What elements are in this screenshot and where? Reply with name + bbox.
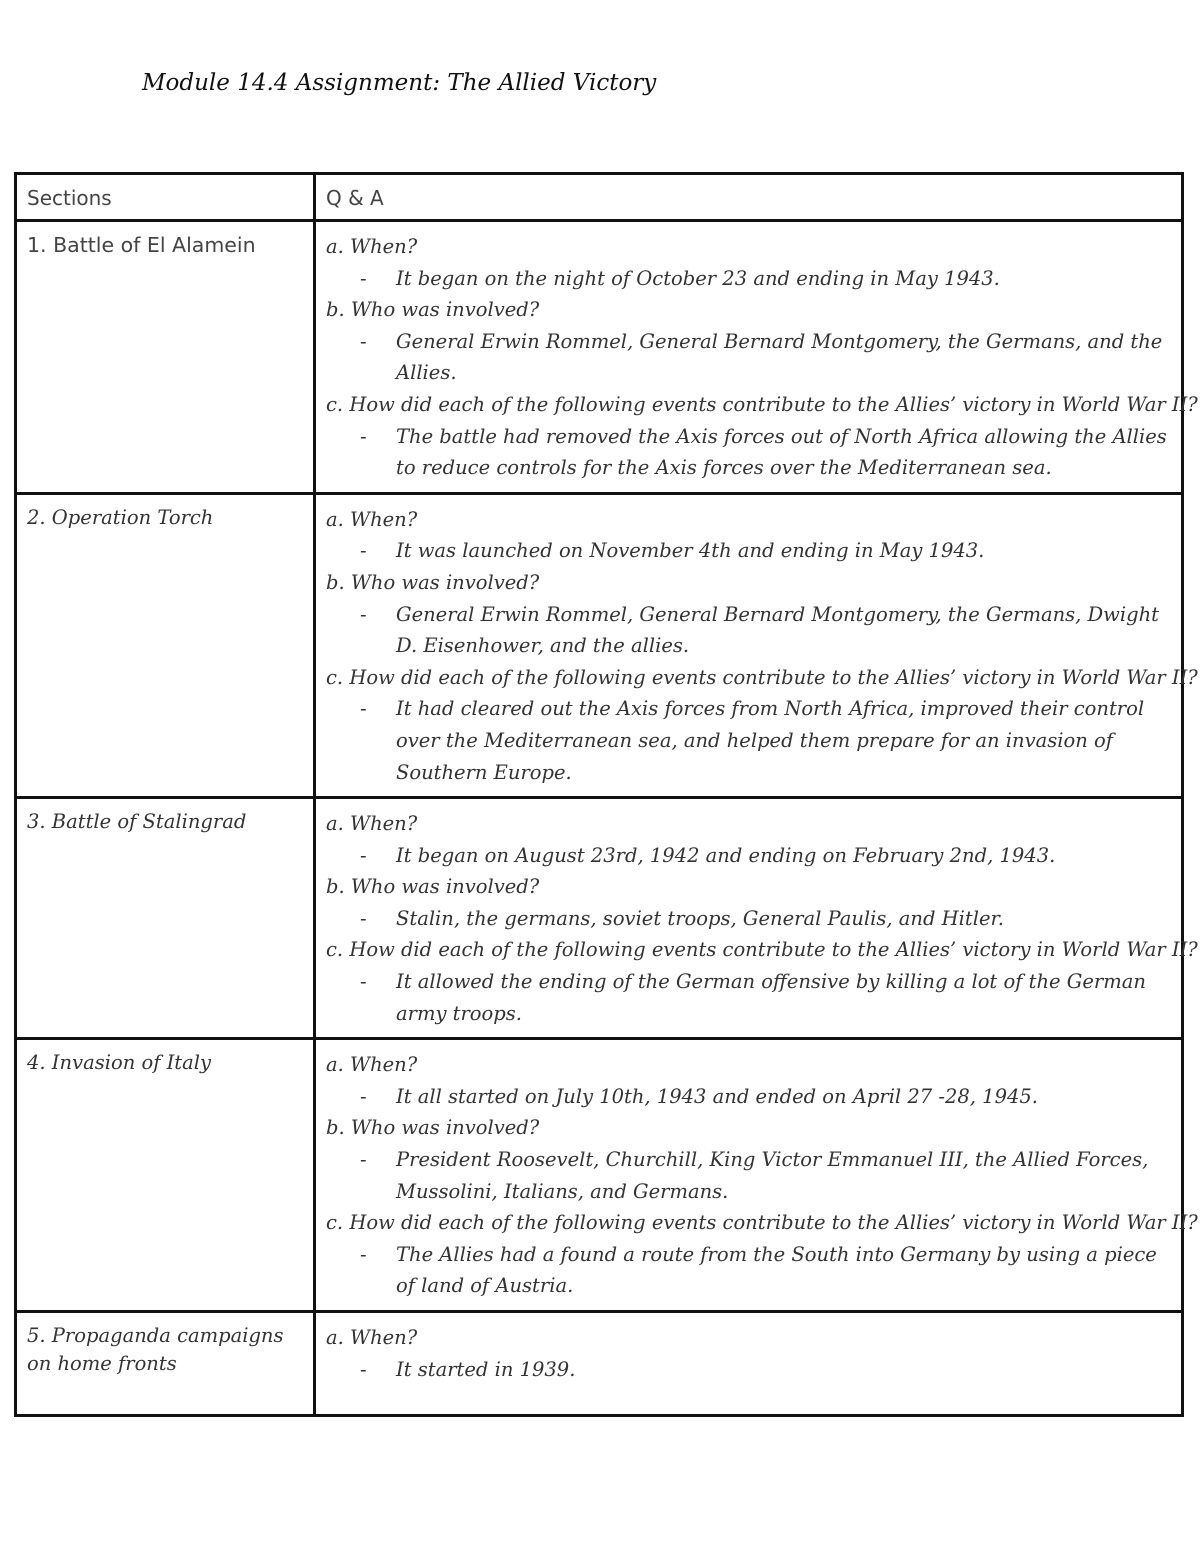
bullet-dash: - bbox=[360, 843, 367, 867]
question-how: c. How did each of the following events contribute to the Allies’ victory in World War II? bbox=[326, 665, 1198, 689]
section-label: 2. Operation Torch bbox=[27, 505, 214, 529]
qa-cell bbox=[315, 221, 1198, 494]
answer-how: - It had cleared out the Axis forces from North Africa, improved their control over the Mediterranean sea, and helped them prepare for an invasion of Southern Europe. bbox=[326, 693, 1171, 788]
answer-who: - General Erwin Rommel, General Bernard Montgomery, the Germans, Dwight D. Eisenhower, and the allies. bbox=[326, 599, 1171, 662]
answer-how: - The battle had removed the Axis forces out of North Africa allowing the Allies to reduce controls for the Axis forces over the Mediterranean sea. bbox=[326, 421, 1171, 484]
bullet-dash: - bbox=[360, 1084, 367, 1108]
document-title: Module 14.4 Assignment: The Allied Victory bbox=[142, 70, 657, 96]
table-row bbox=[16, 1039, 1183, 1312]
bullet-dash: - bbox=[360, 1148, 367, 1172]
section-label: 3. Battle of Stalingrad bbox=[27, 810, 247, 834]
answer-how: - It allowed the ending of the German offensive by killing a lot of the German army troops. bbox=[326, 966, 1171, 1029]
table-header-row bbox=[16, 174, 1183, 221]
question-when: a. When? bbox=[326, 812, 418, 836]
question-how: c. How did each of the following events contribute to the Allies’ victory in World War II? bbox=[326, 1211, 1198, 1235]
bullet-dash: - bbox=[360, 602, 367, 626]
answer-when: - It was launched on November 4th and ending in May 1943. bbox=[326, 535, 1171, 567]
bullet-dash: - bbox=[360, 424, 367, 448]
qa-cell bbox=[315, 798, 1198, 1039]
qa-cell bbox=[315, 1312, 1183, 1416]
answer-when: - It all started on July 10th, 1943 and ended on April 27 -28, 1945. bbox=[326, 1081, 1171, 1113]
answer-how: - The Allies had a found a route from the South into Germany by using a piece of land of Austria. bbox=[326, 1239, 1171, 1302]
answer-who: - General Erwin Rommel, General Bernard Montgomery, the Germans, and the Allies. bbox=[326, 326, 1171, 389]
question-who: b. Who was involved? bbox=[326, 570, 540, 594]
bullet-dash: - bbox=[360, 970, 367, 994]
section-cell bbox=[16, 493, 315, 797]
table-row bbox=[16, 1312, 1183, 1416]
header-qa: Q & A bbox=[315, 174, 1183, 221]
qa-cell bbox=[315, 1039, 1198, 1312]
bullet-dash: - bbox=[360, 1357, 367, 1381]
answer-when: - It started in 1939. bbox=[326, 1354, 1171, 1386]
question-when: a. When? bbox=[326, 1053, 418, 1077]
bullet-dash: - bbox=[360, 906, 367, 930]
section-label: 1. Battle of El Alamein bbox=[27, 233, 256, 257]
section-cell bbox=[16, 221, 315, 494]
answer-who: - Stalin, the germans, soviet troops, General Paulis, and Hitler. bbox=[326, 903, 1171, 935]
bullet-dash: - bbox=[360, 1242, 367, 1266]
table-row bbox=[16, 221, 1183, 494]
qa-cell bbox=[315, 493, 1198, 797]
assignment-table bbox=[14, 172, 1198, 1417]
bullet-dash: - bbox=[360, 697, 367, 721]
section-cell bbox=[16, 798, 315, 1039]
question-who: b. Who was involved? bbox=[326, 298, 540, 322]
section-cell bbox=[16, 1039, 315, 1312]
table-row bbox=[16, 798, 1183, 1039]
section-cell bbox=[16, 1312, 315, 1416]
answer-when: - It began on August 23rd, 1942 and ending on February 2nd, 1943. bbox=[326, 840, 1171, 872]
section-label: 4. Invasion of Italy bbox=[27, 1051, 212, 1075]
bullet-dash: - bbox=[360, 266, 367, 290]
question-who: b. Who was involved? bbox=[326, 1116, 540, 1140]
table-row bbox=[16, 493, 1183, 797]
question-how: c. How did each of the following events contribute to the Allies’ victory in World War II? bbox=[326, 392, 1198, 416]
section-label: 5. Propaganda campaigns on home fronts bbox=[27, 1324, 284, 1375]
answer-when: - It began on the night of October 23 and ending in May 1943. bbox=[326, 263, 1171, 295]
bullet-dash: - bbox=[360, 539, 367, 563]
question-when: a. When? bbox=[326, 235, 418, 258]
question-when: a. When? bbox=[326, 1326, 418, 1349]
bullet-dash: - bbox=[360, 329, 367, 353]
header-sections: Sections bbox=[16, 174, 315, 221]
question-when: a. When? bbox=[326, 507, 418, 531]
question-how: c. How did each of the following events contribute to the Allies’ victory in World War II? bbox=[326, 938, 1198, 962]
question-who: b. Who was involved? bbox=[326, 875, 540, 899]
answer-who: - President Roosevelt, Churchill, King Victor Emmanuel III, the Allied Forces, Mussolini, Italians, and Germans. bbox=[326, 1144, 1171, 1207]
